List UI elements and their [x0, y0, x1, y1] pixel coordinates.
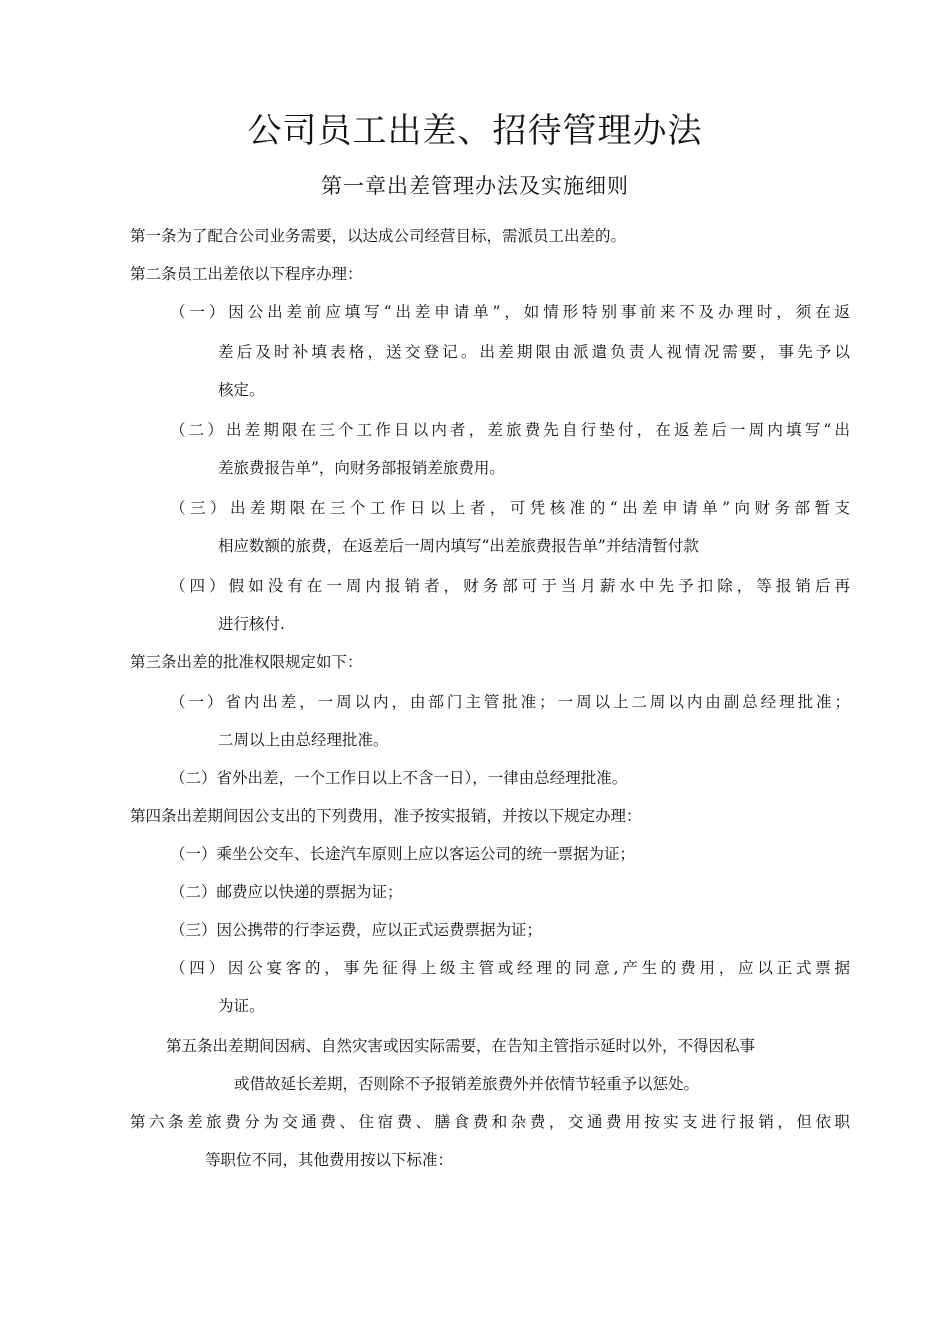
article-2-item-3-line-2: 相应数额的旅费，在返差后一周内填写“出差旅费报告单”并结清暂付款 — [218, 537, 699, 555]
document-title: 公司员工出差、招待管理办法 — [247, 111, 703, 151]
article-2-item-1-line-2: 差后及时补填表格，送交登记。出差期限由派遣负责人视情况需要，事先予以 — [218, 343, 850, 361]
article-4-item-2: （二）邮费应以快递的票据为证； — [170, 883, 403, 901]
article-2-item-4-line-1: （四）假如没有在一周内报销者，财务部可于当月薪水中先予扣除，等报销后再 — [170, 577, 850, 595]
article-4-item-1: （一）乘坐公交车、长途汽车原则上应以客运公司的统一票据为证； — [170, 845, 636, 863]
article-2-item-4-line-2: 进行核付. — [218, 615, 285, 633]
article-6-line-2: 等职位不同，其他费用按以下标准： — [205, 1151, 454, 1169]
article-4-item-4-line-1: （四）因公宴客的，事先征得上级主管或经理的同意,产生的费用，应以正式票据 — [170, 959, 850, 977]
article-5-line-1: 第五条出差期间因病、自然灾害或因实际需要，在告知主管指示延时以外，不得因私事 — [166, 1037, 756, 1055]
article-6-line-1: 第六条差旅费分为交通费、住宿费、膳食费和杂费，交通费用按实支进行报销，但依职 — [130, 1113, 850, 1131]
article-3-item-2: （二）省外出差，一个工作日以上不含一日），一律由总经理批准。 — [170, 769, 628, 787]
article-2-item-2-line-2: 差旅费报告单”，向财务部报销差旅费用。 — [218, 459, 505, 477]
article-1: 第一条为了配合公司业务需要，以达成公司经营目标，需派员工出差的。 — [130, 227, 627, 245]
article-4: 第四条出差期间因公支出的下列费用，准予按实报销，并按以下规定办理： — [130, 807, 642, 825]
article-4-item-3: （三）因公携带的行李运费，应以正式运费票据为证； — [170, 921, 543, 939]
article-2: 第二条员工出差依以下程序办理： — [130, 265, 363, 283]
article-2-item-2-line-1: （二）出差期限在三个工作日以内者，差旅费先自行垫付，在返差后一周内填写“出 — [170, 421, 850, 439]
chapter-heading: 第一章出差管理办法及实施细则 — [321, 174, 629, 198]
article-2-item-1-line-1: （一）因公出差前应填写“出差申请单”，如情形特别事前来不及办理时，须在返 — [170, 303, 850, 321]
article-2-item-1-line-3: 核定。 — [218, 381, 265, 399]
article-3-item-1-line-1: （一）省内出差，一周以内，由部门主管批准；一周以上二周以内由副总经理批准； — [170, 693, 850, 711]
article-4-item-4-line-2: 为证。 — [218, 997, 265, 1015]
article-5-line-2: 或借故延长差期，否则除不予报销差旅费外并依情节轻重予以惩处。 — [234, 1075, 700, 1093]
article-3: 第三条出差的批准权限规定如下： — [130, 653, 363, 671]
article-2-item-3-line-1: （三）出差期限在三个工作日以上者，可凭核准的“出差申请单”向财务部暂支 — [170, 499, 850, 517]
article-3-item-1-line-2: 二周以上由总经理批准。 — [218, 731, 389, 749]
